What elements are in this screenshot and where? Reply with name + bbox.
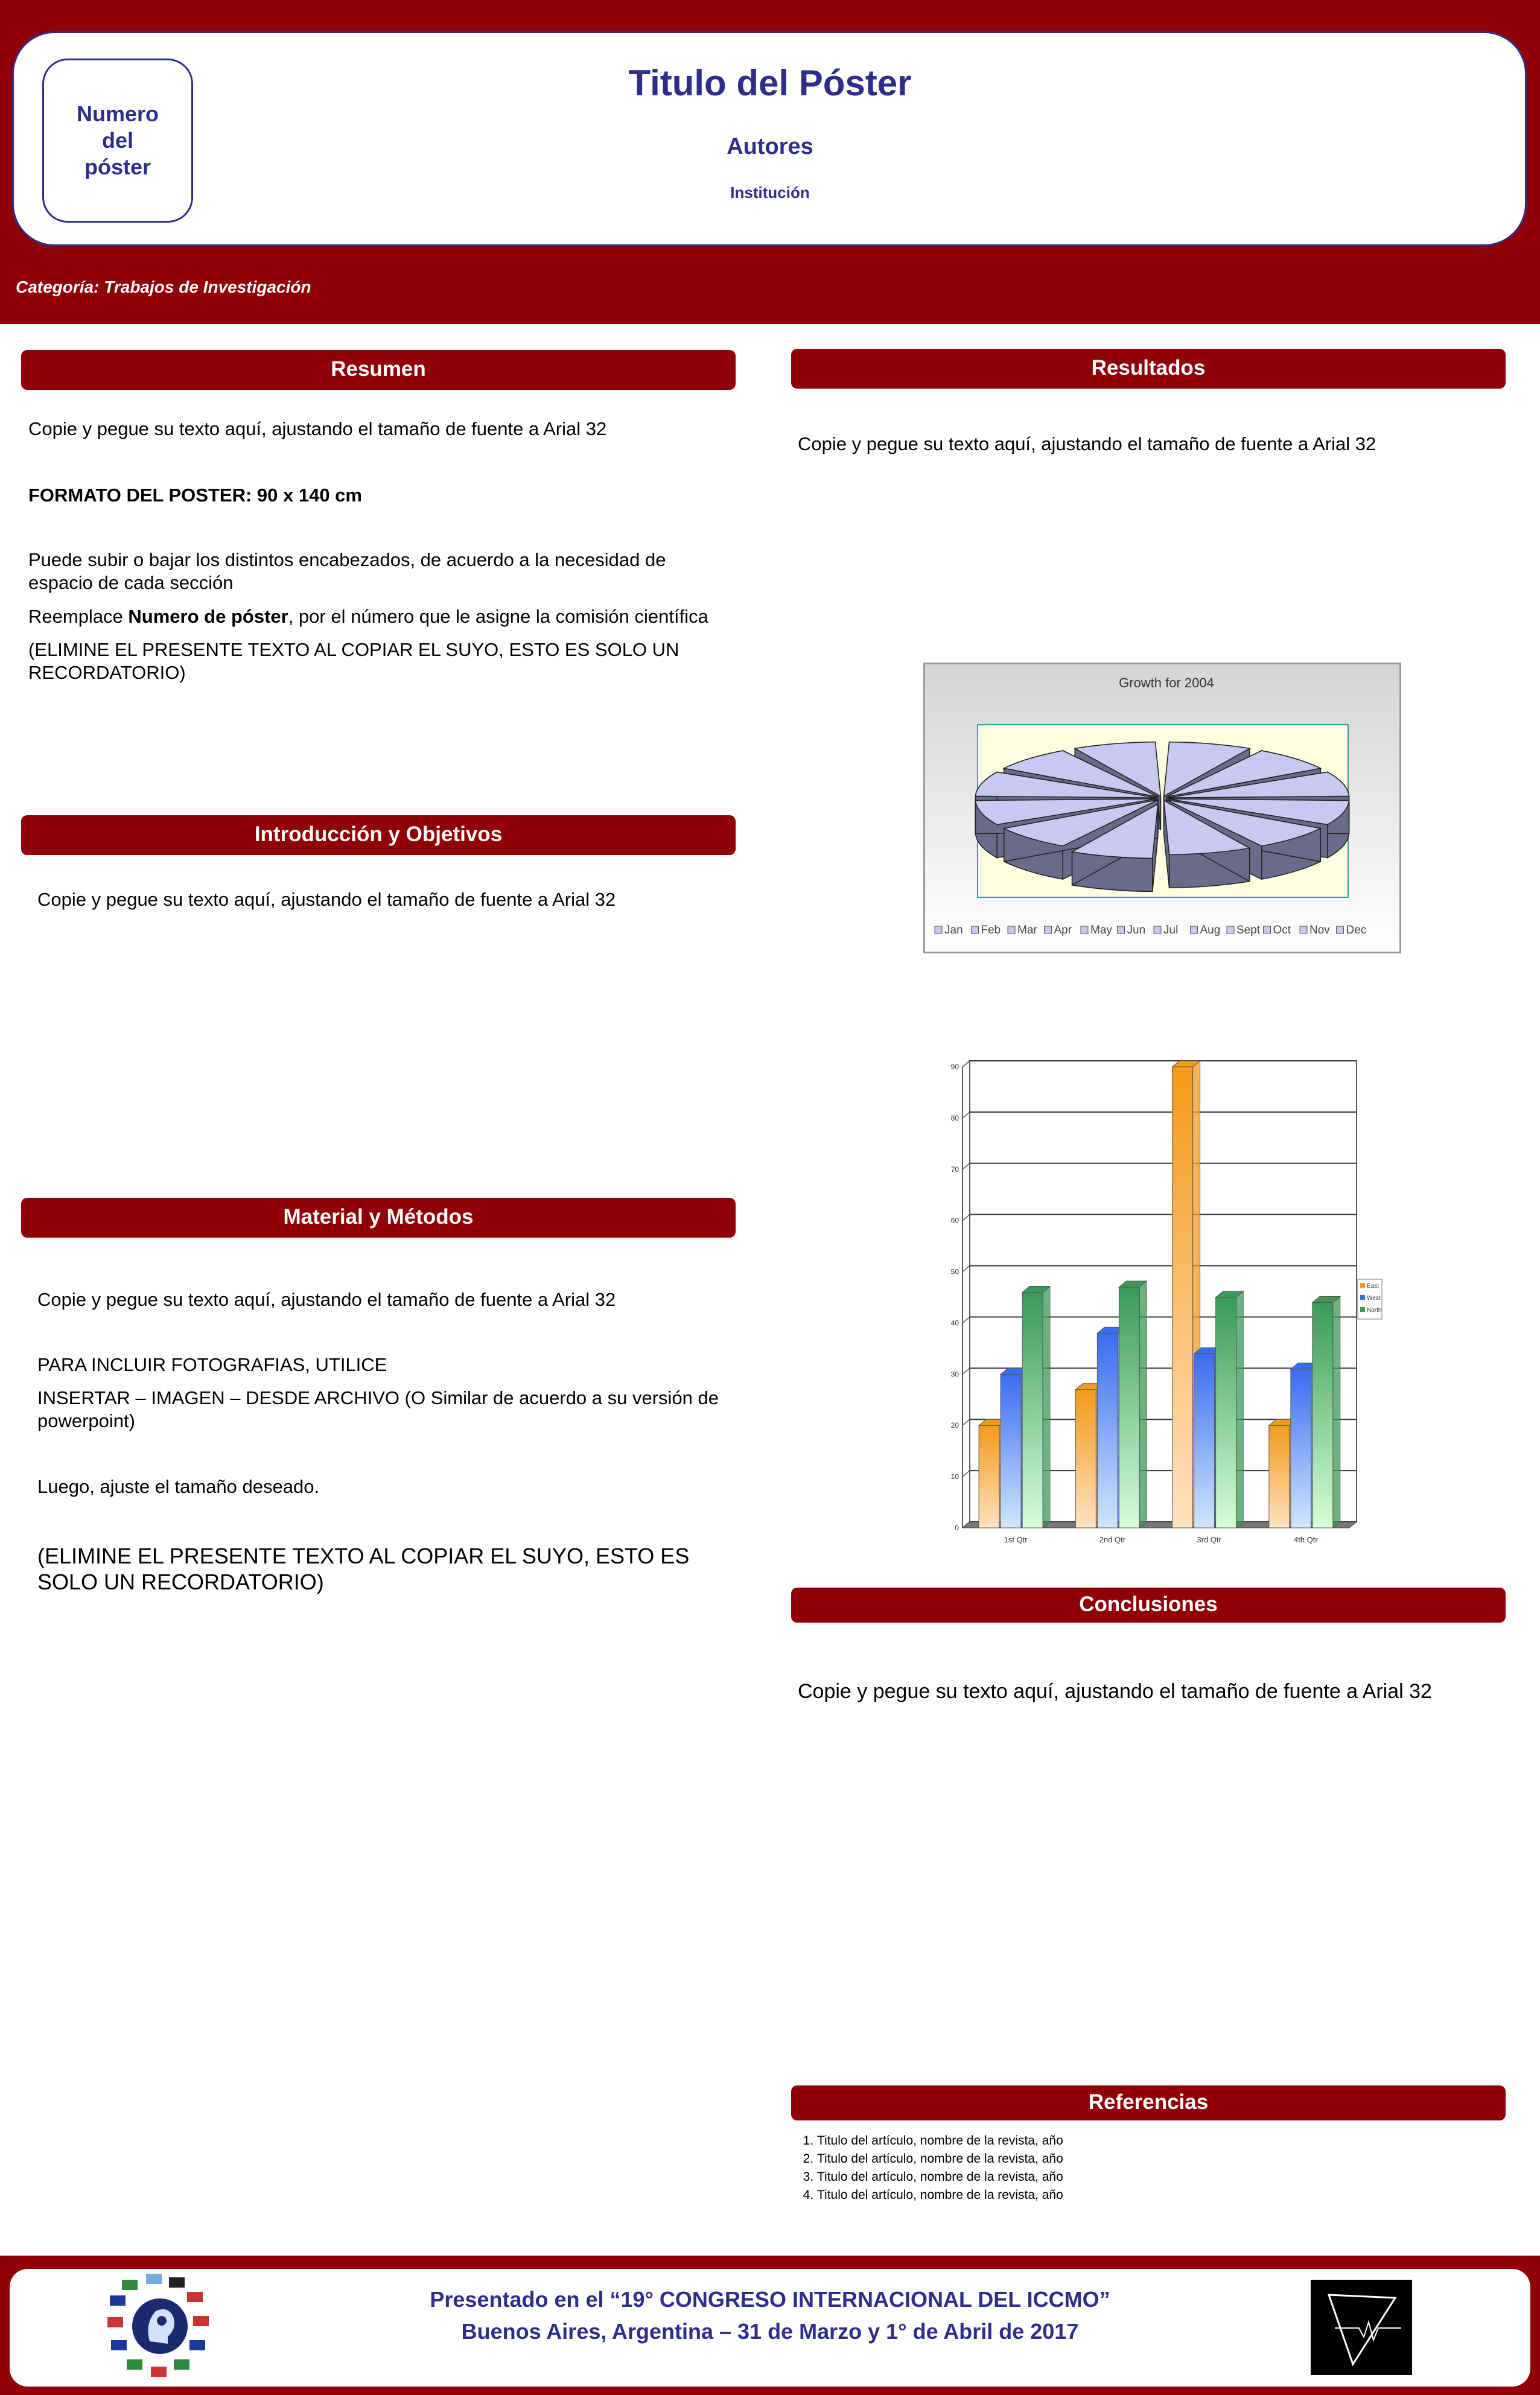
pie-chart-panel [923, 663, 1401, 953]
material-p3: INSERTAR – IMAGEN – DESDE ARCHIVO (O Similar de acuerdo a su versión de powerpoint) [37, 1387, 719, 1431]
pie-legend-swatch [1008, 926, 1015, 934]
bar-legend-swatch [1360, 1283, 1365, 1288]
reference-item: 4. Titulo del artículo, nombre de la revista, año [817, 2186, 1487, 2204]
bar-y-tick-label: 0 [955, 1524, 959, 1532]
resumen-p4-pre: Reemplace [28, 606, 129, 627]
bar-y-tick-label: 80 [950, 1113, 959, 1122]
conclusiones-p1: Copie y pegue su texto aquí, ajustando el tamaño de fuente a Arial 32 [798, 1680, 1432, 1703]
bar-y-tick-label: 60 [950, 1216, 959, 1225]
bar-legend-swatch [1360, 1295, 1365, 1300]
reference-item: 2. Titulo del artículo, nombre de la revista, año [817, 2150, 1487, 2168]
references-list [793, 2132, 1487, 2204]
pie-legend-label: Jan [944, 924, 963, 937]
bar-gridline [962, 1215, 970, 1221]
pie-legend-swatch [1191, 926, 1198, 934]
bar-chart [941, 1050, 1400, 1557]
pie-legend-swatch [1300, 926, 1307, 934]
bar-gridline [962, 1266, 970, 1272]
footer-line-1: Presentado en el “19° CONGRESO INTERNACIONAL DEL ICCMO” [430, 2287, 1110, 2312]
pie-legend-swatch [1081, 926, 1088, 934]
bar-y-tick-label: 50 [950, 1267, 959, 1276]
pie-legend-label: Oct [1273, 924, 1291, 937]
pie-legend-swatch [1337, 926, 1344, 934]
resumen-p4-bold: Numero de póster [128, 606, 288, 627]
bar-mark [1022, 1287, 1050, 1528]
footer-line-2: Buenos Aires, Argentina – 31 de Marzo y 1° de Abril de 2017 [461, 2319, 1079, 2344]
pie-legend-swatch [935, 926, 942, 934]
reference-item: 1. Titulo del artículo, nombre de la revista, año [817, 2132, 1487, 2150]
pie-legend-label: Dec [1346, 924, 1367, 937]
pie-legend-swatch [1264, 926, 1271, 934]
bar-x-tick-label: 1st Qtr [1004, 1535, 1028, 1544]
pie-legend-swatch [1045, 926, 1052, 934]
bar-gridline [962, 1471, 970, 1477]
bar-legend-label: East [1367, 1283, 1379, 1290]
resumen-p4 [28, 605, 752, 628]
material-p5: (ELIMINE EL PRESENTE TEXTO AL COPIAR EL SUYO, ESTO ES SOLO UN RECORDATORIO) [37, 1544, 690, 1594]
bar-legend-swatch [1360, 1307, 1365, 1312]
pie-legend-label: Sept [1236, 924, 1261, 937]
bar-gridline [962, 1061, 970, 1067]
pie-legend-label: Mar [1017, 924, 1037, 937]
bar-y-tick-label: 30 [950, 1370, 959, 1379]
resumen-p3: Puede subir o bajar los distintos encabezados, de acuerdo a la necesidad de espacio de cada sección [28, 549, 666, 593]
bar-y-tick-label: 70 [950, 1165, 959, 1174]
pie-legend-label: May [1090, 924, 1112, 937]
bar-legend-label: West [1367, 1295, 1381, 1302]
bar-mark [1119, 1281, 1147, 1528]
pie-legend-swatch [972, 926, 979, 934]
pie-chart [925, 664, 1399, 952]
poster-number-line: del [101, 128, 133, 153]
bar-chart-panel [941, 1050, 1400, 1557]
bar-mark [1216, 1291, 1244, 1528]
bar-y-tick-label: 10 [950, 1472, 959, 1481]
bar-gridline [962, 1112, 970, 1118]
pie-legend-label: Jul [1163, 924, 1179, 937]
section-heading-material: Material y Métodos [21, 1198, 736, 1238]
bar-y-tick-label: 20 [950, 1421, 959, 1430]
material-p4: Luego, ajuste el tamaño deseado. [37, 1476, 320, 1497]
bar-gridline [962, 1368, 970, 1374]
poster-number-line: póster [84, 154, 151, 179]
section-heading-referencias: Referencias [791, 2085, 1506, 2120]
poster-institution: Institución [730, 183, 810, 202]
resultados-p1: Copie y pegue su texto aquí, ajustando el tamaño de fuente a Arial 32 [798, 433, 1376, 454]
resumen-p1: Copie y pegue su texto aquí, ajustando el tamaño de fuente a Arial 32 [28, 418, 607, 439]
reference-item: 3. Titulo del artículo, nombre de la revista, año [817, 2168, 1487, 2186]
material-p2: PARA INCLUIR FOTOGRAFIAS, UTILICE [37, 1354, 387, 1375]
section-heading-resumen: Resumen [21, 350, 736, 390]
bar-legend-label: North [1367, 1307, 1382, 1314]
pie-legend-label: Aug [1200, 924, 1221, 937]
bar-mark [1312, 1296, 1340, 1528]
pie-legend-label: Nov [1309, 924, 1330, 937]
pie-chart-title: Growth for 2004 [1119, 675, 1214, 690]
resumen-p2: FORMATO DEL POSTER: 90 x 140 cm [28, 485, 362, 506]
pie-legend-label: Apr [1054, 924, 1072, 937]
poster-category: Categoría: Trabajos de Investigación [16, 278, 311, 296]
pie-legend-swatch [1118, 926, 1125, 934]
poster-title: Titulo del Póster [628, 63, 912, 103]
intro-p1: Copie y pegue su texto aquí, ajustando el tamaño de fuente a Arial 32 [37, 889, 616, 910]
section-heading-intro: Introducción y Objetivos [21, 815, 736, 855]
resumen-p5: (ELIMINE EL PRESENTE TEXTO AL COPIAR EL SUYO, ESTO ES SOLO UN RECORDATORIO) [28, 639, 679, 683]
pie-legend-swatch [1154, 926, 1161, 934]
bar-x-tick-label: 2nd Qtr [1099, 1535, 1126, 1544]
material-p1: Copie y pegue su texto aquí, ajustando el tamaño de fuente a Arial 32 [37, 1289, 616, 1310]
poster-authors: Autores [727, 134, 813, 159]
pie-legend-label: Jun [1127, 924, 1146, 937]
bar-gridline [962, 1317, 970, 1323]
section-heading-resultados: Resultados [791, 349, 1506, 389]
poster-number-line: Numero [76, 101, 159, 126]
pie-legend-label: Feb [981, 924, 1001, 937]
bar-y-tick-label: 90 [950, 1063, 959, 1071]
pie-legend-swatch [1227, 926, 1234, 934]
bar-gridline [962, 1163, 970, 1169]
bar-y-tick-label: 40 [950, 1318, 959, 1328]
section-heading-conclusiones: Conclusiones [791, 1588, 1506, 1623]
bar-x-tick-label: 4th Qtr [1294, 1535, 1318, 1544]
resumen-p4-post: , por el número que le asigne la comisión científica [288, 606, 708, 627]
bar-gridline [962, 1419, 970, 1425]
bar-x-tick-label: 3rd Qtr [1197, 1535, 1221, 1544]
